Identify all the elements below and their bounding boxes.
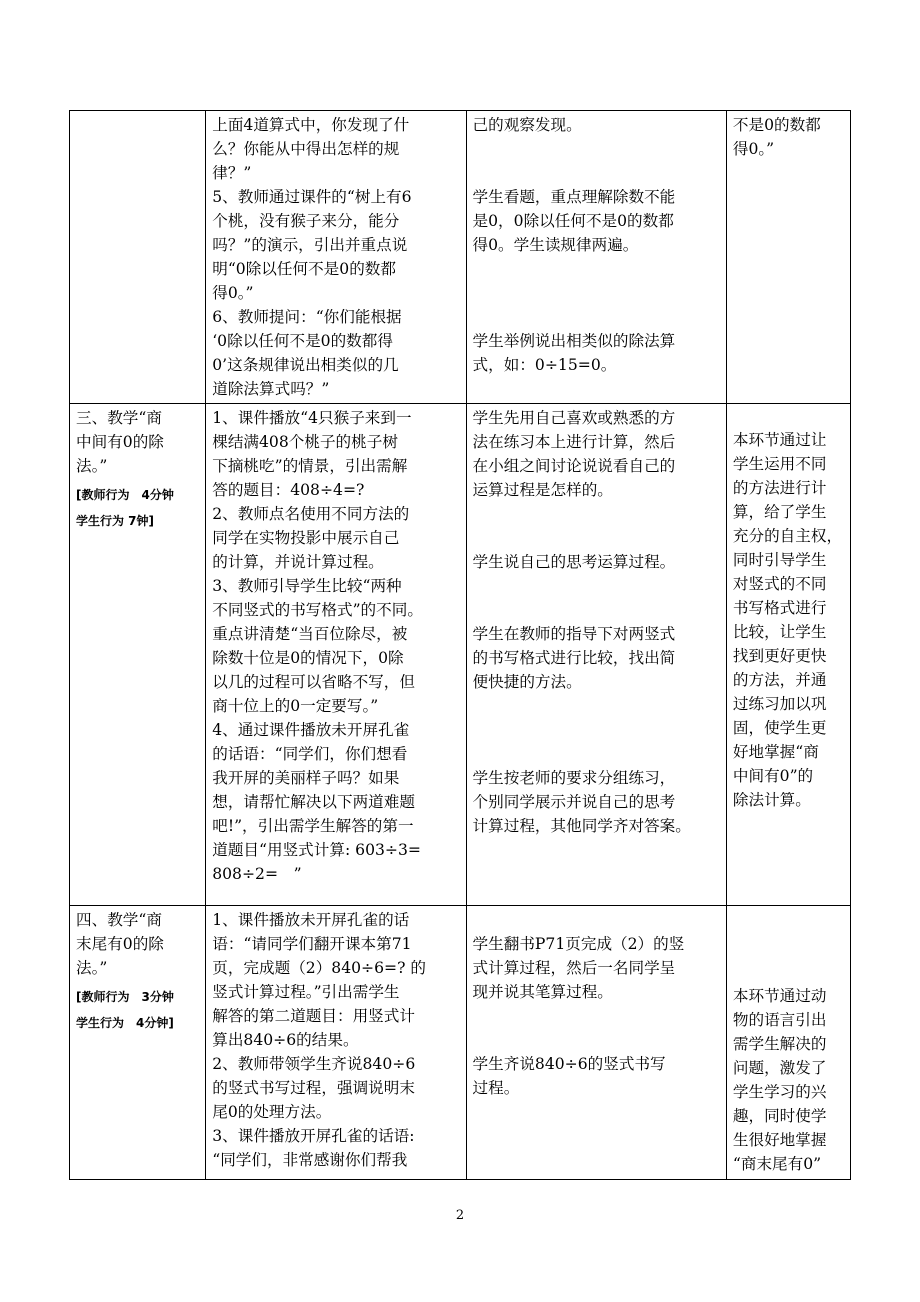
text-line: 5、教师通过课件的“树上有6 <box>212 188 412 206</box>
text-line: 本环节通过动 <box>732 987 827 1005</box>
text-line: 道题目“用竖式计算: 603÷3= <box>212 841 421 859</box>
text-line: 不同竖式的书写格式”的不同。 <box>212 601 423 619</box>
text-line: 算出840÷6的结果。 <box>212 1031 359 1049</box>
text-line: 上面4道算式中，你发现了什 <box>212 116 410 134</box>
stage-cell <box>70 111 206 404</box>
text-line: 的书写格式进行比较，找出简 <box>472 649 676 667</box>
student-activity-cell <box>466 111 726 404</box>
text-line: 固，使学生更 <box>732 719 827 737</box>
text-line: “商末尾有0” <box>732 1155 822 1173</box>
text-line: 尾0的处理方法。 <box>212 1103 332 1121</box>
stage-title-line: 末尾有0的除 <box>76 935 164 953</box>
timing-line: [教师行为 4分钟 <box>76 488 174 502</box>
text-line: 现并说其笔算过程。 <box>472 983 613 1001</box>
text-line: ‘0除以任何不是0的数都得 <box>212 332 393 350</box>
text-line: 吧!”，引出需学生解答的第一 <box>212 817 414 835</box>
text-line: 计算过程，其他同学齐对答案。 <box>472 817 691 835</box>
teacher-activity-cell <box>206 111 466 404</box>
text-line: 本环节通过让 <box>732 431 827 449</box>
text-line: 得0。” <box>212 284 254 302</box>
text-line: 比较，让学生 <box>732 623 827 641</box>
text-line: 学生运用不同 <box>732 455 827 473</box>
text-line: 解答的第二道题目：用竖式计 <box>212 1007 415 1025</box>
text-line: 除法计算。 <box>732 791 811 809</box>
text-line: 0’这条规律说出相类似的几 <box>212 356 399 374</box>
text-line: 趣，同时使学 <box>732 1107 827 1125</box>
timing-line: 学生行为 7钟] <box>76 514 155 528</box>
text-line: 棵结满408个桃子的桃子树 <box>212 433 398 451</box>
text-line: 书写格式进行 <box>732 599 827 617</box>
text-line: 808÷2= ” <box>212 865 302 883</box>
text-line: 道除法算式吗？” <box>212 380 330 398</box>
timing-line: [教师行为 3分钟 <box>76 990 174 1004</box>
timing-line: 学生行为 4分钟] <box>76 1016 174 1030</box>
text-line: 生很好地掌握 <box>732 1131 827 1149</box>
text-line: 1、课件播放“4只猴子来到一 <box>212 409 412 427</box>
text-line: 得0。” <box>732 140 775 158</box>
text-line: 竖式计算过程。”引出需学生 <box>212 983 400 1001</box>
text-line: 页，完成题（2）840÷6=? 的 <box>212 959 427 977</box>
text-line: 学生举例说出相类似的除法算 <box>472 332 676 350</box>
text-line: 物的语言引出 <box>732 1011 827 1029</box>
text-line: 得0。学生读规律两遍。 <box>472 236 639 254</box>
timing-note <box>76 482 202 534</box>
text-line: 问题，激发了 <box>732 1059 827 1077</box>
text-line: 商十位上的0一定要写。” <box>212 697 379 715</box>
timing-note <box>76 984 202 1036</box>
text-line: 个别同学展示并说自己的思考 <box>472 793 676 811</box>
text-line: 的竖式书写过程，强调说明末 <box>212 1079 415 1097</box>
text-line: 的话语：“同学们，你们想看 <box>212 745 408 763</box>
text-line: 3、教师引导学生比较“两种 <box>212 577 402 595</box>
text-line: 式计算过程，然后一名同学呈 <box>472 959 676 977</box>
text-line: 对竖式的不同 <box>732 575 827 593</box>
teacher-activity-cell <box>206 906 466 1180</box>
text-line: 律？” <box>212 164 252 182</box>
text-line: 3、课件播放开屏孔雀的话语: <box>212 1127 415 1145</box>
stage-title-line: 中间有0的除 <box>76 433 164 451</box>
design-intent-cell <box>726 404 850 906</box>
text-line: 答的题目：408÷4=? <box>212 481 365 499</box>
stage-title-line: 三、教学“商 <box>76 409 162 427</box>
text-line: 想，请帮忙解决以下两道难题 <box>212 793 415 811</box>
text-line: 的方法，并通 <box>732 671 827 689</box>
lesson-plan-table <box>69 110 851 1180</box>
text-line: 学生按老师的要求分组练习， <box>472 769 676 787</box>
stage-title-line: 法。” <box>76 959 108 977</box>
text-line: 充分的自主权， <box>732 527 843 545</box>
table-row <box>70 111 851 404</box>
table-row <box>70 906 851 1180</box>
text-line: 法在练习本上进行计算，然后 <box>472 433 676 451</box>
text-line: 语：“请同学们翻开课本第71 <box>212 935 412 953</box>
text-line: 重点讲清楚“当百位除尽，被 <box>212 625 408 643</box>
text-line: 6、教师提问：“你们能根据 <box>212 308 402 326</box>
text-line: 的方法进行计 <box>732 479 827 497</box>
text-line: 4、通过课件播放未开屏孔雀 <box>212 721 410 739</box>
text-line: 需学生解决的 <box>732 1035 827 1053</box>
text-line: 2、教师点名使用不同方法的 <box>212 505 410 523</box>
text-line: 1、课件播放未开屏孔雀的话 <box>212 911 410 929</box>
text-line: 学生翻书P71页完成（2）的竖 <box>472 935 685 953</box>
text-line: 学生说自己的思考运算过程。 <box>472 553 676 571</box>
text-line: 同时引导学生 <box>732 551 827 569</box>
text-line: 2、教师带领学生齐说840÷6 <box>212 1055 416 1073</box>
text-line: 过练习加以巩 <box>732 695 827 713</box>
teacher-activity-cell <box>206 404 466 906</box>
text-line: 不是0的数都 <box>732 116 821 134</box>
stage-title-line: 法。” <box>76 457 108 475</box>
student-activity-cell <box>466 404 726 906</box>
text-line: 么？你能从中得出怎样的规 <box>212 140 400 158</box>
text-line: 以几的过程可以省略不写，但 <box>212 673 415 691</box>
design-intent-cell <box>726 906 850 1180</box>
stage-cell <box>70 404 206 906</box>
text-line: 吗？”的演示，引出并重点说 <box>212 236 408 254</box>
table-row <box>70 404 851 906</box>
text-line: 学生看题，重点理解除数不能 <box>472 188 676 206</box>
design-intent-cell <box>726 111 850 404</box>
stage-title-line: 四、教学“商 <box>76 911 162 929</box>
page-number: 2 <box>455 1208 465 1223</box>
text-line: 学生学习的兴 <box>732 1083 827 1101</box>
text-line: 便快捷的方法。 <box>472 673 582 691</box>
text-line: 是0，0除以任何不是0的数都 <box>472 212 674 230</box>
text-line: 同学在实物投影中展示自己 <box>212 529 400 547</box>
text-line: 己的观察发现。 <box>472 116 582 134</box>
text-line: 算，给了学生 <box>732 503 827 521</box>
text-line: 找到更好更快 <box>732 647 827 665</box>
text-line: 除数十位是0的情况下，0除 <box>212 649 404 667</box>
text-line: 运算过程是怎样的。 <box>472 481 613 499</box>
text-line: 好地掌握“商 <box>732 743 819 761</box>
text-line: 过程。 <box>472 1079 520 1097</box>
student-activity-cell <box>466 906 726 1180</box>
text-line: 明“0除以任何不是0的数都 <box>212 260 396 278</box>
text-line: “同学们，非常感谢你们帮我 <box>212 1151 408 1169</box>
text-line: 学生先用自己喜欢或熟悉的方 <box>472 409 676 427</box>
text-line: 中间有0”的 <box>732 767 814 785</box>
stage-cell <box>70 906 206 1180</box>
text-line: 我开屏的美丽样子吗？如果 <box>212 769 400 787</box>
text-line: 学生齐说840÷6的竖式书写 <box>472 1055 666 1073</box>
text-line: 学生在教师的指导下对两竖式 <box>472 625 676 643</box>
text-line: 式，如：0÷15=0。 <box>472 356 617 374</box>
text-line: 的计算，并说计算过程。 <box>212 553 384 571</box>
text-line: 在小组之间讨论说说看自己的 <box>472 457 676 475</box>
text-line: 个桃，没有猴子来分，能分 <box>212 212 400 230</box>
text-line: 下摘桃吃”的情景，引出需解 <box>212 457 408 475</box>
